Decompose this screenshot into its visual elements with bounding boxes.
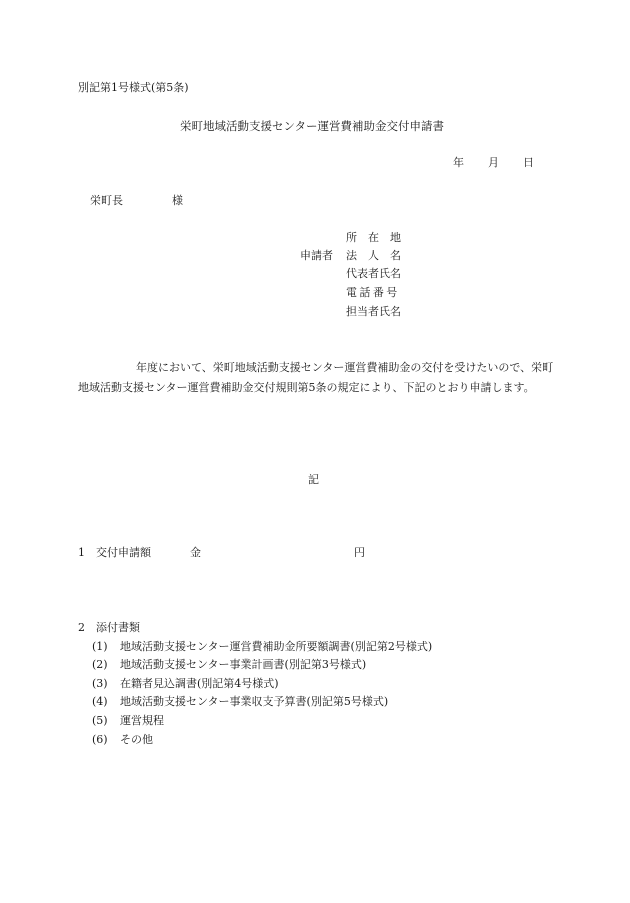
attachment-item xyxy=(92,696,388,707)
applicant-label: 申請者 xyxy=(300,249,333,262)
section1-number: 1 xyxy=(78,546,85,559)
attachment-number: (1) xyxy=(92,640,108,653)
date-year-label: 年 xyxy=(453,156,464,169)
attachment-number: (2) xyxy=(92,658,108,671)
applicant-field-contact: 担当者氏名 xyxy=(346,305,401,318)
addressee-honorific: 様 xyxy=(172,194,183,207)
applicant-field-corporation: 法 人 名 xyxy=(346,249,401,262)
section2-number: 2 xyxy=(78,621,85,634)
attachment-text: その他 xyxy=(120,733,153,746)
attachment-text: 地域活動支援センター事業計画書(別記第3号様式) xyxy=(120,658,367,671)
document-title: 栄町地域活動支援センター運営費補助金交付申請書 xyxy=(180,119,445,133)
applicant-field-address: 所 在 地 xyxy=(346,231,401,244)
attachment-number: (5) xyxy=(92,714,108,727)
applicant-field-phone: 電話番号 xyxy=(346,286,400,299)
ki-heading: 記 xyxy=(308,473,319,486)
attachment-number: (4) xyxy=(92,695,108,708)
section1-unit: 円 xyxy=(354,546,365,559)
attachment-text: 運営規程 xyxy=(120,714,164,727)
attachment-item xyxy=(92,659,366,670)
section1-label: 交付申請額 xyxy=(96,546,151,559)
section1-prefix: 金 xyxy=(190,546,201,559)
section2-label: 添付書類 xyxy=(96,621,140,634)
date-day-label: 日 xyxy=(523,156,534,169)
attachment-text: 地域活動支援センター事業収支予算書(別記第5号様式) xyxy=(120,695,389,708)
attachment-number: (3) xyxy=(92,677,108,690)
attachment-text: 在籍者見込調書(別記第4号様式) xyxy=(120,677,279,690)
form-number: 別記第1号様式(第5条) xyxy=(78,81,189,94)
applicant-field-representative: 代表者氏名 xyxy=(346,267,401,280)
application-statement: 年度において、栄町地域活動支援センター運営費補助金の交付を受けたいので、栄町地域活動支援センター運営費補助金交付規則第5条の規定により、下記のとおり申請します。 xyxy=(78,361,554,394)
attachment-item xyxy=(92,734,153,745)
attachment-item xyxy=(92,715,164,726)
date-month-label: 月 xyxy=(488,156,499,169)
addressee-name: 栄町長 xyxy=(90,194,123,207)
attachment-item xyxy=(92,641,432,652)
attachment-number: (6) xyxy=(92,733,108,746)
attachment-item xyxy=(92,678,279,689)
attachment-text: 地域活動支援センター運営費補助金所要額調書(別記第2号様式) xyxy=(120,640,433,653)
